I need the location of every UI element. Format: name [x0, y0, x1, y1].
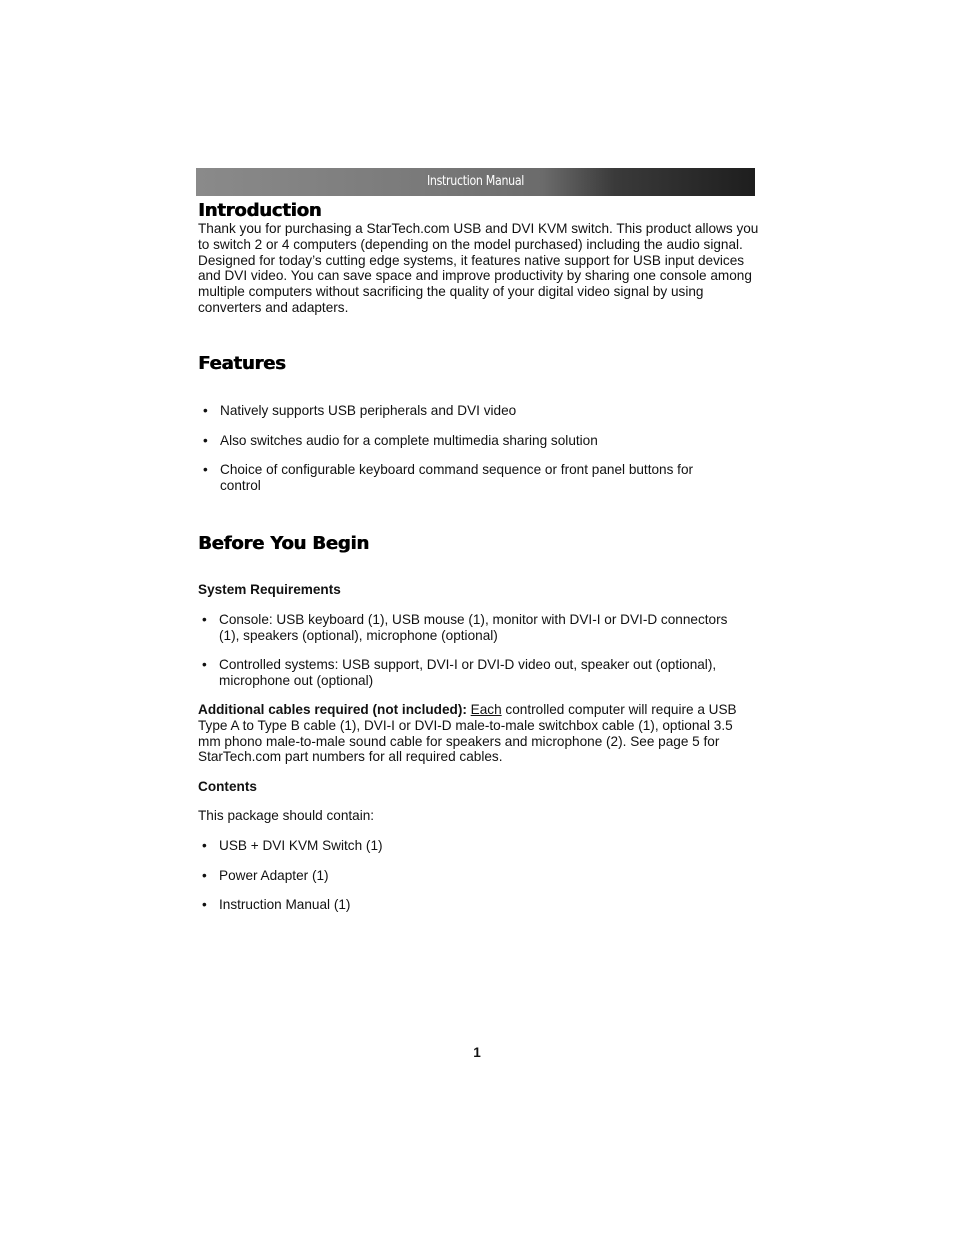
feature-item-text: Natively supports USB peripherals and DVI video	[220, 403, 517, 418]
contents-item-text: USB + DVI KVM Switch (1)	[219, 838, 383, 853]
requirement-item-text: Controlled systems: USB support, DVI-I or DVI-D video out, speaker out (optional), microphone out (optional)	[219, 657, 717, 688]
bullet-icon: •	[202, 612, 207, 627]
contents-item-text: Power Adapter (1)	[219, 868, 329, 883]
bullet-icon: •	[203, 403, 208, 418]
contents-label: Contents	[198, 779, 257, 794]
contents-intro: This package should contain:	[198, 808, 375, 823]
feature-item-text: Also switches audio for a complete multimedia sharing solution	[220, 433, 598, 448]
additional-cables-paragraph	[198, 702, 754, 765]
bullet-icon: •	[202, 897, 207, 912]
additional-cables-body: controlled computer will require a USB Type A to Type B cable (1), DVI-I or DVI-D male-to-male switchbox cable (1), optional 3.5 mm phono male-to-male sound cable for speakers and microphone (2). See page 5 for StarTech.com part numbers for all required cables.	[198, 702, 737, 765]
additional-cables-each: Each	[470, 702, 502, 717]
introduction-heading: Introduction	[198, 200, 322, 221]
header-title: Instruction Manual	[426, 173, 525, 189]
system-requirements-label: System Requirements	[198, 582, 341, 597]
bullet-icon: •	[202, 838, 207, 853]
bullet-icon: •	[203, 462, 208, 477]
contents-item-text: Instruction Manual (1)	[219, 897, 351, 912]
bullet-icon: •	[202, 868, 207, 883]
additional-cables-label: Additional cables required (not included):	[198, 702, 467, 717]
features-heading: Features	[198, 353, 286, 374]
requirement-item-text: Console: USB keyboard (1), USB mouse (1), monitor with DVI-I or DVI-D connectors (1), speakers (optional), microphone (optional)	[219, 612, 728, 643]
bullet-icon: •	[203, 433, 208, 448]
header-bar	[196, 168, 755, 196]
before-you-begin-heading: Before You Begin	[198, 533, 369, 554]
introduction-paragraph: Thank you for purchasing a StarTech.com USB and DVI KVM switch. This product allows you to switch 2 or 4 computers (depending on the model purchased) including the audio signal. Designed for today’s cutting edge systems, it features native support for USB input devices and DVI video. You can save space and improve productivity by sharing one console among multiple computers without sacrificing the quality of your digital video signal by using converters and adapters.	[198, 221, 759, 315]
page-number: 1	[473, 1045, 481, 1060]
bullet-icon: •	[202, 657, 207, 672]
feature-item-text: Choice of configurable keyboard command sequence or front panel buttons for control	[220, 462, 694, 493]
